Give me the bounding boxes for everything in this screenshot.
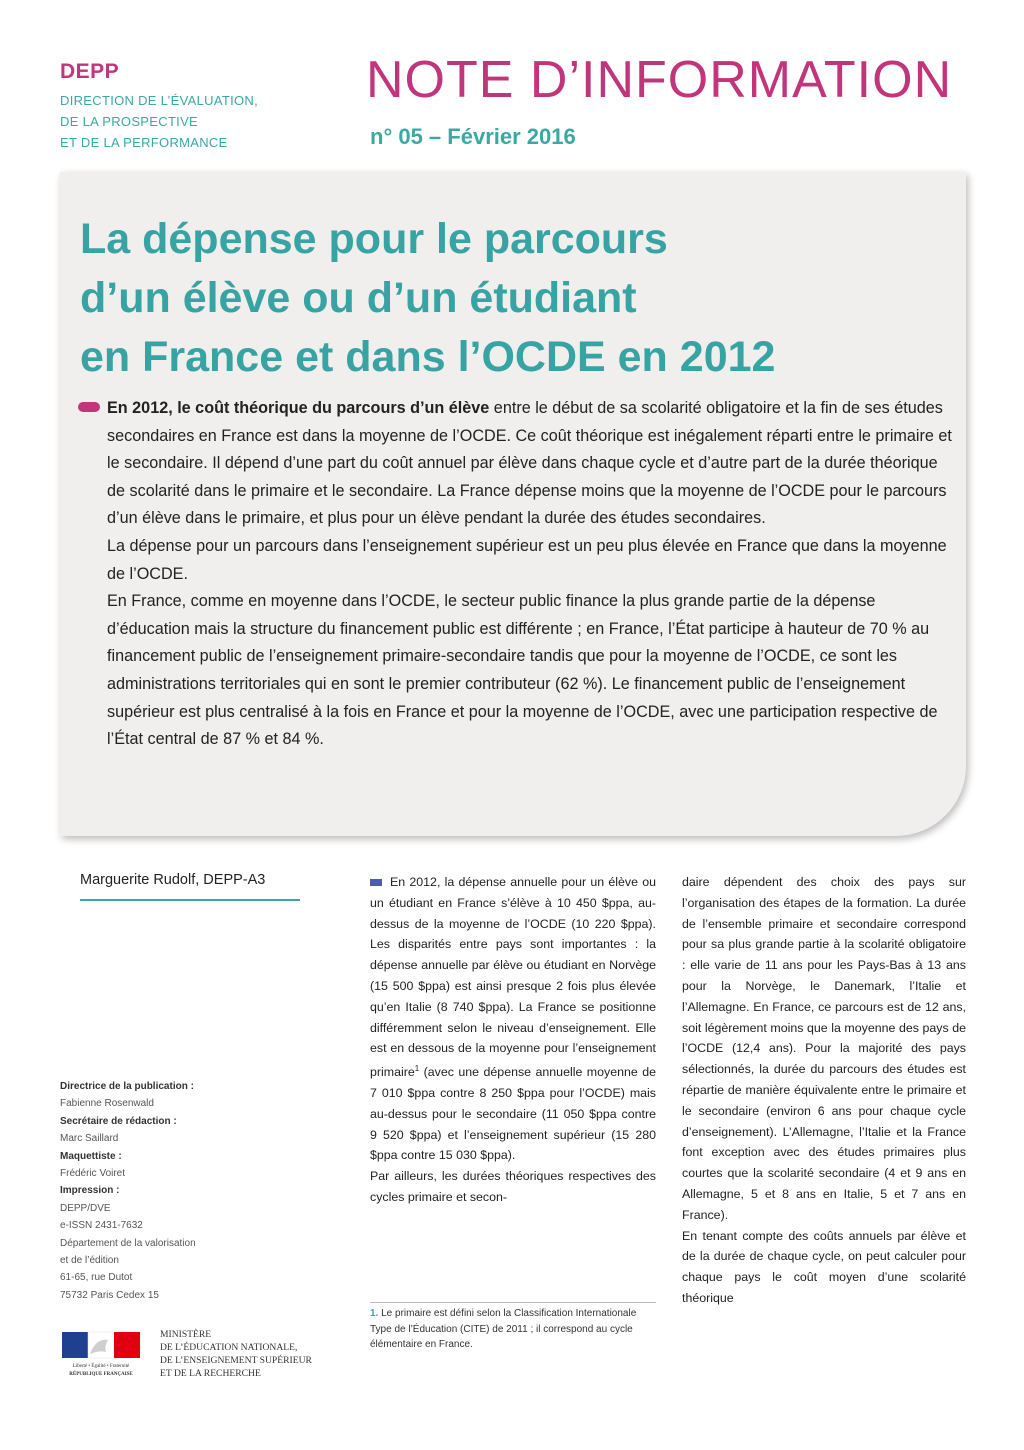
marianne-logo-icon bbox=[60, 1330, 144, 1380]
summary-lead-rest: entre le début de sa scolarité obligatoire et la fin de ses études secondaires en France est dans la moyenne de l’OCDE. Ce coût théorique est inégalement réparti entre le primaire et le secondaire. Il dépend d’une part du coût annuel par élève dans chaque cycle et d’autre part de la durée théorique de scolarité dans le primaire et le secondaire. La France dépense moins que la moyenne de l’OCDE pour le parcours d’un élève dans le primaire, et plus pour un élève pendant la durée des études secondaires. bbox=[107, 399, 952, 528]
summary-text bbox=[107, 395, 952, 754]
colophon-value: Marc Saillard bbox=[60, 1133, 119, 1145]
body-paragraph bbox=[370, 872, 656, 1166]
colophon-line: 75732 Paris Cedex 15 bbox=[60, 1289, 159, 1301]
body-column-1 bbox=[370, 872, 656, 1208]
series-title: NOTE D’INFORMATION bbox=[366, 51, 953, 109]
colophon-value: DEPP/DVE bbox=[60, 1202, 111, 1214]
colophon-value: Frédéric Voiret bbox=[60, 1168, 126, 1180]
ministry-line: ET DE LA RECHERCHE bbox=[160, 1368, 261, 1379]
author-divider bbox=[80, 899, 300, 901]
org-name: DEPP bbox=[60, 60, 120, 83]
colophon-label: Maquettiste : bbox=[60, 1150, 122, 1162]
body-column-2 bbox=[682, 872, 966, 1309]
title-line: d’un élève ou d’un étudiant bbox=[80, 274, 637, 322]
org-subtitle-line: ET DE LA PERFORMANCE bbox=[60, 135, 228, 150]
ministry-line: DE L’ENSEIGNEMENT SUPÉRIEUR bbox=[160, 1355, 312, 1366]
paragraph-marker-icon bbox=[370, 879, 382, 886]
body-paragraph: Par ailleurs, les durées théoriques respectives des cycles primaire et secon- bbox=[370, 1169, 656, 1205]
summary-paragraph: En France, comme en moyenne dans l’OCDE, le secteur public finance la plus grande partie de la dépense d’éducation mais la structure du financement public est différente ; en France, l’État participe à hauteur de 70 % au financement public de l’enseignement primaire-secondaire tandis que pour la moyenne de l’OCDE, ce sont les administrations territoriales qui en sont le premier contributeur (62 %). Le financement public de l’enseignement supérieur est plus centralisé à la fois en France et pour la moyenne de l’OCDE, avec une participation respective de l’État central de 87 % et 84 %. bbox=[107, 592, 938, 749]
org-subtitle-line: DE LA PROSPECTIVE bbox=[60, 114, 199, 129]
title-line: en France et dans l’OCDE en 2012 bbox=[80, 333, 776, 381]
colophon-line: et de l’édition bbox=[60, 1255, 119, 1267]
ministry-name bbox=[160, 1328, 360, 1380]
colophon-line: 61-65, rue Dutot bbox=[60, 1272, 133, 1284]
body-paragraph: En tenant compte des coûts annuels par élève et de la durée de chaque cycle, on peut calculer pour chaque pays le coût moyen d’une scolarité théorique bbox=[682, 1228, 966, 1305]
bullet-marker-icon bbox=[78, 402, 100, 412]
body-paragraph: daire dépendent des choix des pays sur l’organisation des étapes de la formation. La durée de l’ensemble primaire et secondaire correspond pour sa plus grande partie à la scolarité obligatoire : elle varie de 11 ans pour les Pays-Bas à 13 ans pour la Norvège, le Danemark, l’Italie et l’Allemagne. En France, ce parcours est de 12 ans, soit légèrement moins que la moyenne des pays de l’OCDE (12,4 ans). Pour la majorité des pays sélectionnés, la durée du parcours des études est répartie de manière équivalente entre le primaire et le secondaire (environ 6 ans pour chaque cycle d’enseignement). L’Allemagne, l’Italie et la France font exception avec des études primaires plus courtes que la scolarité secondaire (4 et 9 ans en Allemagne, 5 et 8 ans en Italie, 5 et 7 ans en France). bbox=[682, 875, 966, 1222]
colophon-value: Fabienne Rosenwald bbox=[60, 1098, 154, 1110]
author-name: Marguerite Rudolf, DEPP-A3 bbox=[80, 872, 266, 888]
title-line: La dépense pour le parcours bbox=[80, 215, 668, 263]
org-subtitle-line: DIRECTION DE L’ÉVALUATION, bbox=[60, 93, 259, 108]
footnote-text: Le primaire est défini selon la Classification Internationale Type de l’Éducation (CITE) de 2011 ; il correspond au cycle élémentaire en France. bbox=[370, 1308, 637, 1350]
ministry-line: MINISTÈRE bbox=[160, 1329, 212, 1340]
footnote bbox=[370, 1306, 650, 1353]
body-text: (avec une dépense annuelle moyenne de 7 010 $ppa contre 8 250 $ppa pour l’OCDE) mais au-dessus pour le secondaire (11 050 $ppa contre 9 520 $ppa) et l’enseignement supérieur (15 280 $ppa contre 15 030 $ppa). bbox=[370, 1065, 656, 1163]
issue-number: n° 05 – Février 2016 bbox=[370, 124, 576, 149]
colophon bbox=[60, 1078, 290, 1304]
republic-name: RÉPUBLIQUE FRANÇAISE bbox=[69, 1372, 133, 1377]
colophon-label: Secrétaire de rédaction : bbox=[60, 1115, 177, 1127]
footnote-ref: 1 bbox=[414, 1064, 420, 1074]
org-subtitle bbox=[60, 90, 258, 153]
body-text: En 2012, la dépense annuelle pour un élève ou un étudiant en France s’élève à 10 450 $ppa, au-dessus de la moyenne de l’OCDE (10 220 $ppa). Les disparités entre pays sont importantes : la dépense annuelle par élève ou étudiant en Norvège (15 500 $ppa) est ainsi presque 2 fois plus élevée qu’en Italie (8 740 $ppa). La France se positionne différemment selon le niveau d’enseignement. Elle est en dessous de la moyenne pour l’enseignement primaire bbox=[370, 875, 656, 1080]
colophon-line: Département de la valorisation bbox=[60, 1237, 196, 1249]
footnote-number: 1. bbox=[370, 1308, 379, 1319]
republic-motto: Liberté • Égalité • Fraternité bbox=[72, 1364, 130, 1369]
summary-lead-bold: En 2012, le coût théorique du parcours d’un élève bbox=[107, 399, 490, 417]
colophon-line: e-ISSN 2431-7632 bbox=[60, 1220, 143, 1232]
page-title bbox=[80, 210, 940, 387]
summary-paragraph: La dépense pour un parcours dans l’enseignement supérieur est un peu plus élevée en France que dans la moyenne de l’OCDE. bbox=[107, 536, 947, 583]
footnote-divider bbox=[370, 1302, 656, 1303]
colophon-label: Directrice de la publication : bbox=[60, 1081, 194, 1092]
ministry-line: DE L’ÉDUCATION NATIONALE, bbox=[160, 1342, 298, 1353]
summary-paragraph bbox=[107, 395, 952, 533]
colophon-label: Impression : bbox=[60, 1185, 120, 1197]
